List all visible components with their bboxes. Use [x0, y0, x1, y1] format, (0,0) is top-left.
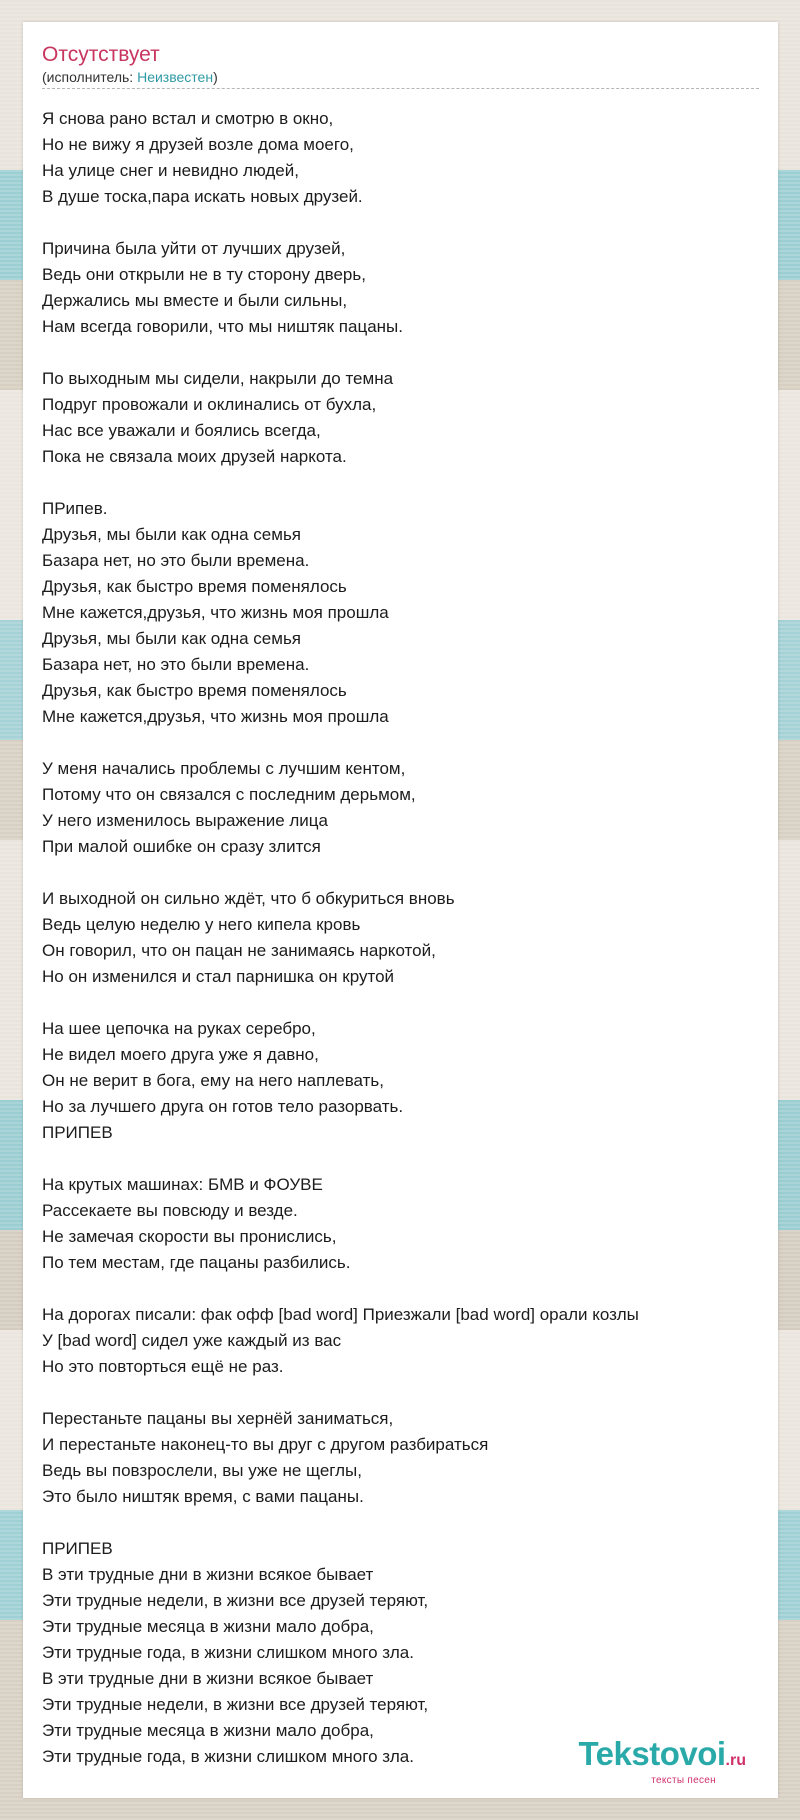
lyric-line: Мне кажется,друзья, что жизнь моя прошла	[42, 707, 389, 726]
lyric-line: На шее цепочка на руках серебро,	[42, 1019, 316, 1038]
lyric-line: Мне кажется,друзья, что жизнь моя прошла	[42, 603, 389, 622]
song-header	[42, 42, 759, 89]
lyric-line: Но не вижу я друзей возле дома моего,	[42, 135, 354, 154]
lyric-line: Он говорил, что он пацан не занимаясь наркотой,	[42, 941, 436, 960]
lyric-line	[42, 470, 767, 496]
lyric-line: Базара нет, но это были времена.	[42, 655, 310, 674]
lyric-line: Ведь целую неделю у него кипела кровь	[42, 915, 361, 934]
lyric-line: Держались мы вместе и были сильны,	[42, 291, 348, 310]
lyric-line: Друзья, мы были как одна семья	[42, 629, 302, 648]
lyric-line: Друзья, как быстро время поменялось	[42, 681, 347, 700]
lyric-line: По тем местам, где пацаны разбились.	[42, 1253, 351, 1272]
lyric-line: Перестаньте пацаны вы хернёй заниматься,	[42, 1409, 394, 1428]
lyrics-card	[23, 22, 778, 1798]
lyric-line	[42, 1510, 767, 1536]
lyric-line: Базара нет, но это были времена.	[42, 551, 310, 570]
artist-suffix: )	[213, 69, 218, 85]
lyric-line: Эти трудные года, в жизни слишком много зла.	[42, 1747, 414, 1766]
lyric-line: По выходным мы сидели, накрыли до темна	[42, 369, 394, 388]
lyric-line: На дорогах писали: фак офф [bad word] Приезжали [bad word] орали козлы	[42, 1305, 639, 1324]
lyric-line: Эти трудные месяца в жизни мало добра,	[42, 1617, 374, 1636]
lyric-line	[42, 990, 767, 1016]
lyric-line: На улице снег и невидно людей,	[42, 161, 299, 180]
lyric-line: Я снова рано встал и смотрю в окно,	[42, 109, 334, 128]
lyric-line: Подруг провожали и оклинались от бухла,	[42, 395, 377, 414]
lyric-line: Это было ништяк время, с вами пацаны.	[42, 1487, 364, 1506]
lyric-line: В душе тоска,пара искать новых друзей.	[42, 187, 363, 206]
lyric-line: Не видел моего друга уже я давно,	[42, 1045, 319, 1064]
lyric-line: ПРИПЕВ	[42, 1123, 113, 1142]
lyric-line	[42, 730, 767, 756]
lyric-line: Друзья, как быстро время поменялось	[42, 577, 347, 596]
song-title: Отсутствует	[42, 43, 160, 66]
lyric-line: Потому что он связался с последним дерьмом,	[42, 785, 416, 804]
lyric-line: И выходной он сильно ждёт, что б обкуриться вновь	[42, 889, 455, 908]
lyric-line: Но это повторться ещё не раз.	[42, 1357, 284, 1376]
lyric-line: Он не верит в бога, ему на него наплевать,	[42, 1071, 385, 1090]
lyric-line: Ведь вы повзрослели, вы уже не щеглы,	[42, 1461, 362, 1480]
artist-link[interactable]: Неизвестен	[137, 69, 214, 85]
lyric-line: Нас все уважали и боялись всегда,	[42, 421, 321, 440]
lyric-line	[42, 1380, 767, 1406]
lyric-line: Эти трудные месяца в жизни мало добра,	[42, 1721, 374, 1740]
lyric-line: У [bad word] сидел уже каждый из вас	[42, 1331, 342, 1350]
lyric-line: В эти трудные дни в жизни всякое бывает	[42, 1565, 374, 1584]
lyric-line: У меня начались проблемы с лучшим кентом,	[42, 759, 406, 778]
lyric-line: Нам всегда говорили, что мы ништяк пацаны.	[42, 317, 403, 336]
lyric-line: Эти трудные недели, в жизни все друзей теряют,	[42, 1591, 429, 1610]
lyric-line: Пока не связала моих друзей наркота.	[42, 447, 347, 466]
lyric-line: Рассекаете вы повсюду и везде.	[42, 1201, 298, 1220]
lyric-line: Эти трудные недели, в жизни все друзей теряют,	[42, 1695, 429, 1714]
lyric-line: Но он изменился и стал парнишка он крутой	[42, 967, 395, 986]
artist-prefix: (исполнитель:	[42, 69, 138, 85]
logo-name: Tekstovoi	[578, 1735, 726, 1772]
lyric-line: В эти трудные дни в жизни всякое бывает	[42, 1669, 374, 1688]
lyric-line: Друзья, мы были как одна семья	[42, 525, 302, 544]
lyric-line: Эти трудные года, в жизни слишком много зла.	[42, 1643, 414, 1662]
logo-tld: .ru	[725, 1752, 746, 1769]
lyric-line	[42, 1276, 767, 1302]
artist-line	[42, 68, 759, 86]
lyric-line	[42, 340, 767, 366]
lyrics-text	[42, 106, 767, 1770]
lyric-line: Ведь они открыли не в ту сторону дверь,	[42, 265, 366, 284]
lyric-line: При малой ошибке он сразу злится	[42, 837, 321, 856]
lyric-line	[42, 860, 767, 886]
lyric-line	[42, 1146, 767, 1172]
lyric-line	[42, 210, 767, 236]
lyric-line: Но за лучшего друга он готов тело разорвать.	[42, 1097, 404, 1116]
logo-wordmark	[578, 1737, 746, 1778]
lyric-line: У него изменилось выражение лица	[42, 811, 328, 830]
lyric-line: И перестаньте наконец-то вы друг с другом разбираться	[42, 1435, 489, 1454]
lyric-line: Причина была уйти от лучших друзей,	[42, 239, 346, 258]
site-logo[interactable]	[578, 1737, 746, 1786]
lyric-line: ПРипев.	[42, 499, 108, 518]
lyric-line: На крутых машинах: БМВ и ФОУВЕ	[42, 1175, 323, 1194]
logo-tagline: тексты песен	[651, 1775, 716, 1786]
lyric-line: Не замечая скорости вы пронислись,	[42, 1227, 337, 1246]
lyric-line: ПРИПЕВ	[42, 1539, 113, 1558]
